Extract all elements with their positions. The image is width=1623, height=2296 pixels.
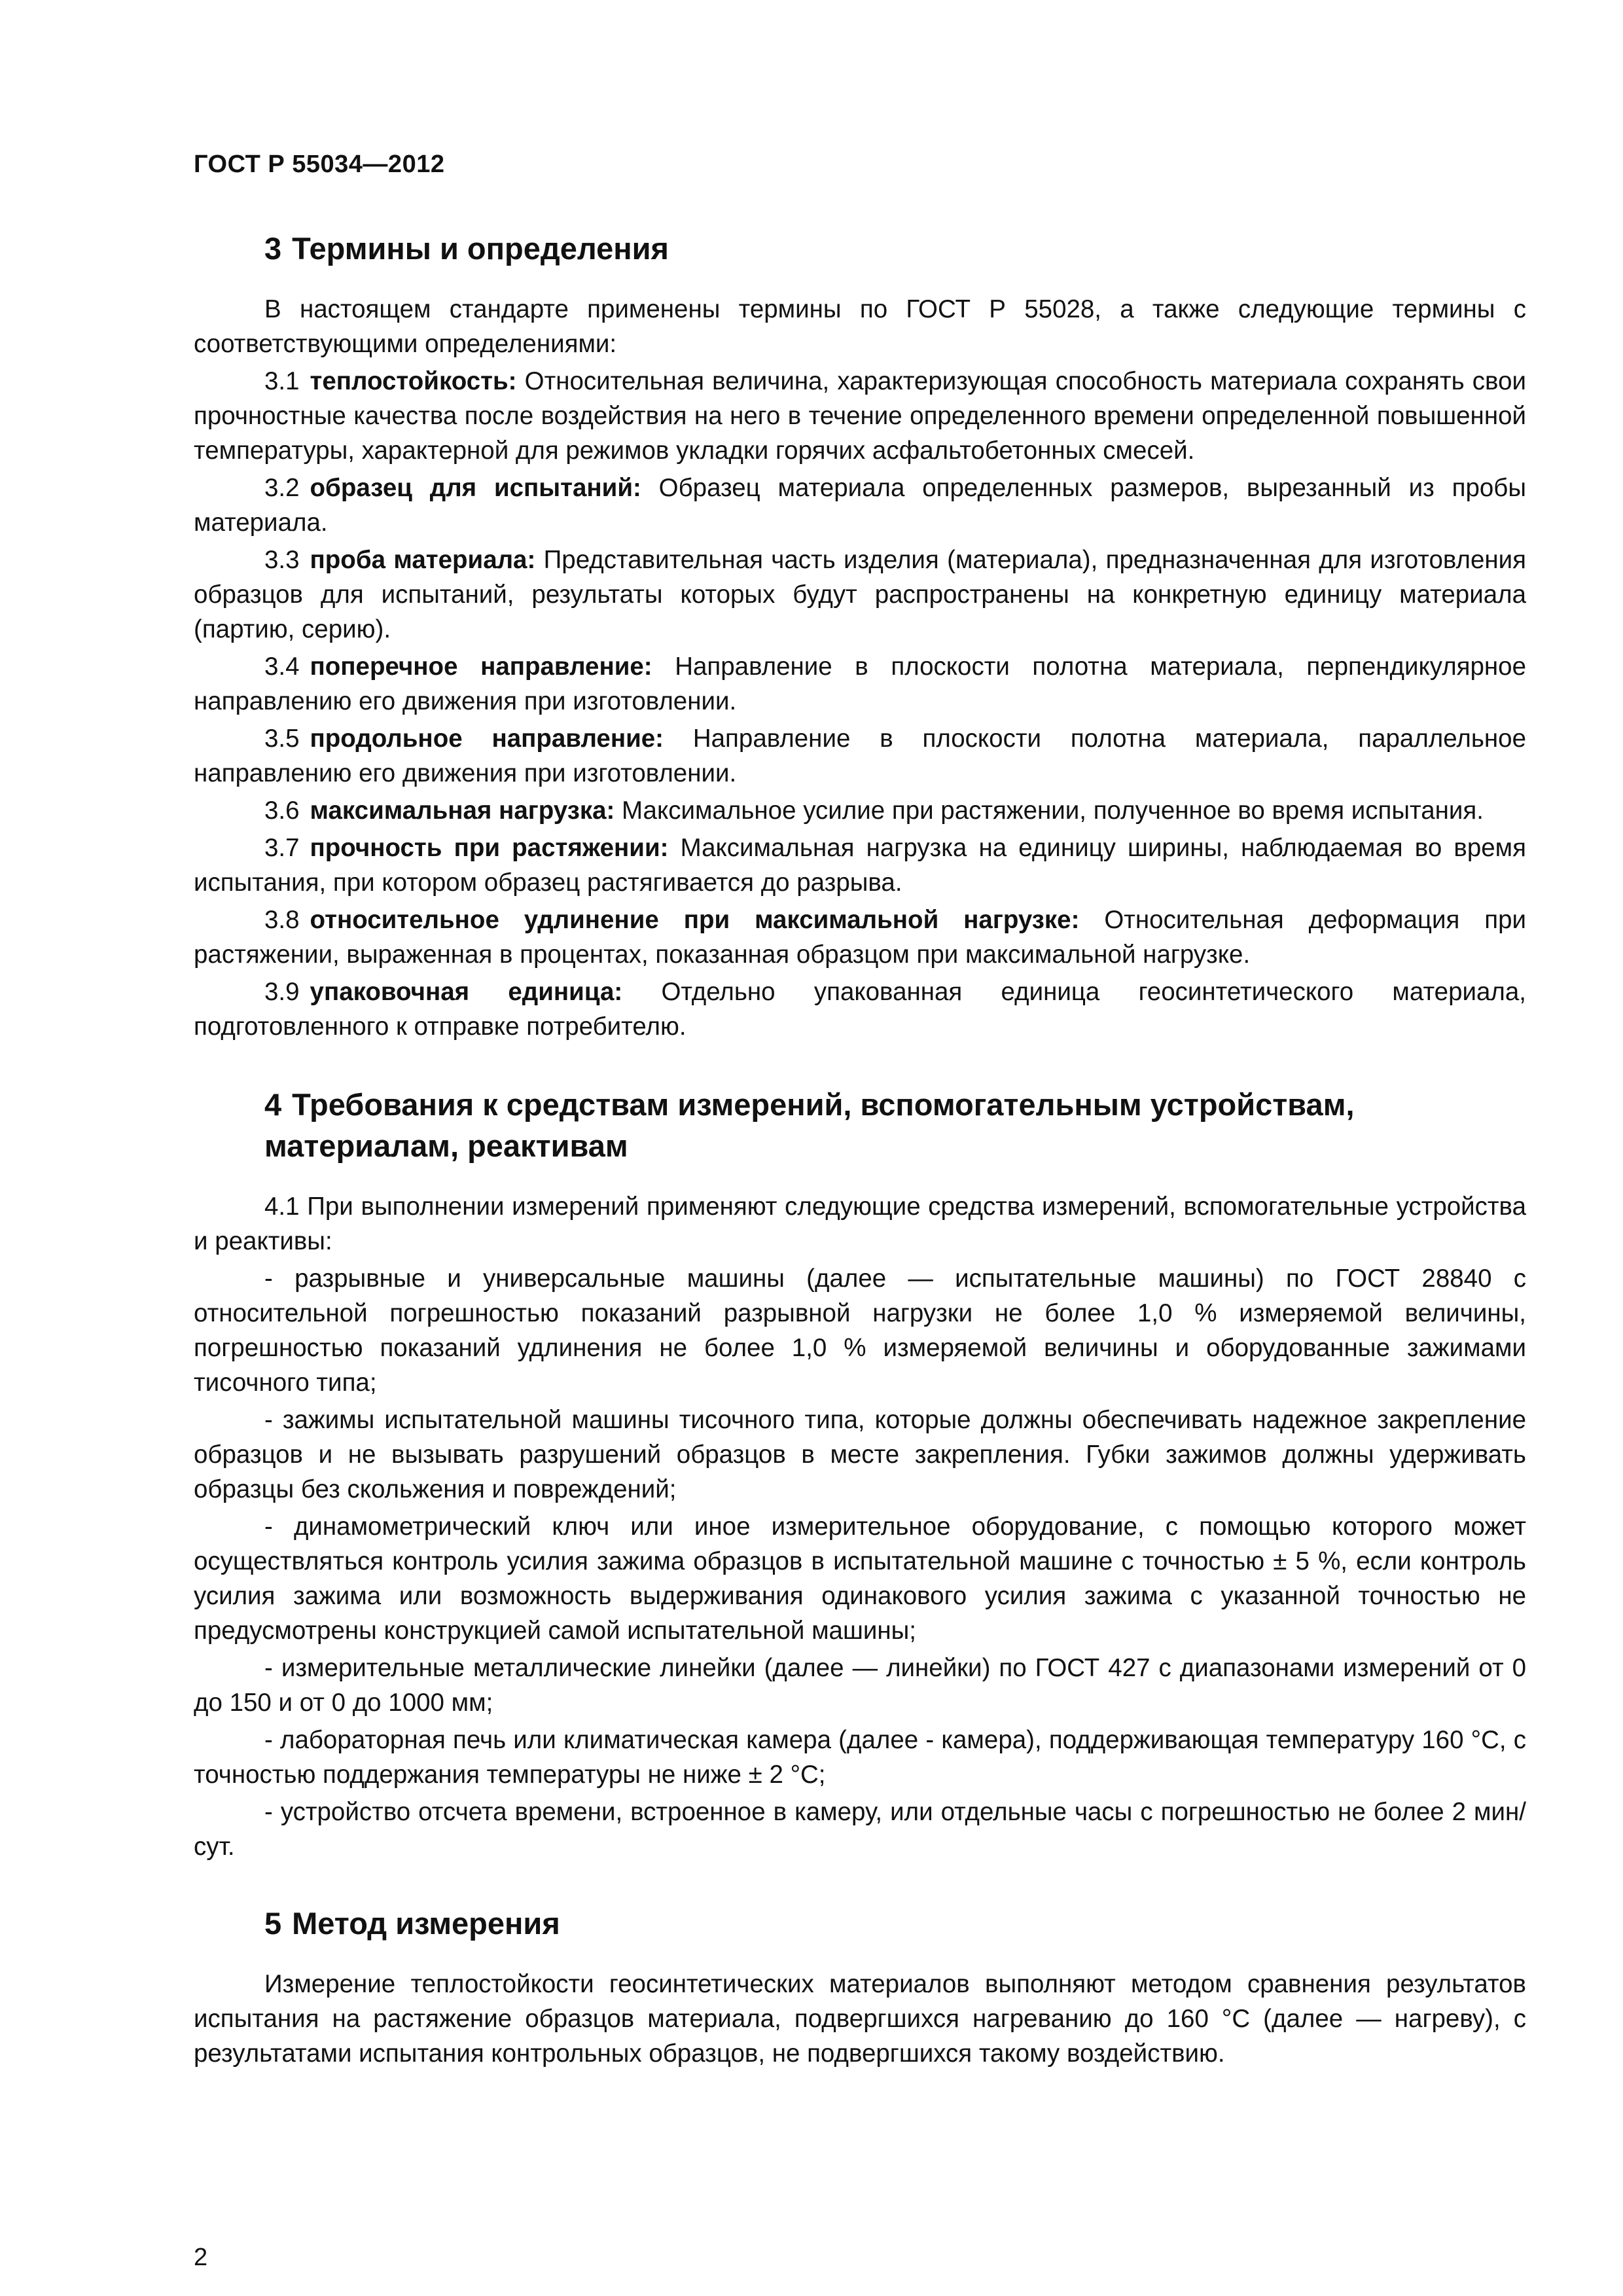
term-3-6 bbox=[194, 793, 1526, 828]
term-definition: Максимальное усилие при растяжении, полученное во время испытания. bbox=[615, 796, 1484, 825]
term-number: 3.1 bbox=[264, 367, 300, 395]
term-number: 3.2 bbox=[264, 473, 300, 502]
term-number: 3.6 bbox=[264, 796, 300, 825]
document-code: ГОСТ Р 55034—2012 bbox=[194, 151, 445, 178]
term-definition: Представительная часть изделия (материала), предназначенная для изготовления образцов для испытаний, результаты которых будут распространены на конкретную единицу материала (партию, серию). bbox=[194, 545, 1526, 643]
term-name: образец для испытаний: bbox=[310, 473, 641, 502]
term-definition: Направление в плоскости полотна материала, параллельное направлению его движения при изготовлении. bbox=[194, 724, 1527, 787]
term-3-4 bbox=[194, 649, 1526, 719]
term-name: проба материала: bbox=[310, 545, 536, 574]
section-title: Метод измерения bbox=[292, 1905, 560, 1941]
list-item: - измерительные металлические линейки (далее — линейки) по ГОСТ 427 с диапазонами измерений от 0 до 150 и от 0 до 1000 мм; bbox=[194, 1653, 1526, 1717]
page-number: 2 bbox=[194, 2244, 208, 2271]
term-3-5 bbox=[194, 721, 1526, 791]
list-item: - динамометрический ключ или иное измерительное оборудование, с помощью которого может осуществляться контроль усилия зажима образцов в испытательной машине с точностью ± 5 %, если контроль усилия зажима или возможность выдерживания одинакового усилия зажима с указанной точностью не предусмотрены конструкцией самой испытательной машины; bbox=[194, 1512, 1526, 1645]
term-number: 3.8 bbox=[264, 905, 300, 934]
section-4-heading bbox=[264, 1085, 1526, 1167]
term-3-8 bbox=[194, 903, 1526, 972]
list-item: - зажимы испытательной машины тисочного типа, которые должны обеспечивать надежное закрепление образцов и не вызывать разрушений образцов в месте закрепления. Губки зажимов должны удерживать образцы без скольжения и повреждений; bbox=[194, 1405, 1526, 1503]
term-number: 3.7 bbox=[264, 833, 300, 862]
term-definition: Относительная величина, характеризующая способность материала сохранять свои прочностные качества после воздействия на него в течение определенного времени определенной повышенной температуры, характерной для режимов укладки горячих асфальтобетонных смесей. bbox=[194, 367, 1526, 465]
term-3-3 bbox=[194, 543, 1526, 647]
section-number: 3 bbox=[264, 231, 282, 266]
term-3-9 bbox=[194, 975, 1526, 1044]
term-definition: Направление в плоскости полотна материала, перпендикулярное направлению его движения при изготовлении. bbox=[194, 652, 1527, 715]
term-3-2 bbox=[194, 471, 1526, 540]
term-definition: Относительная деформация при растяжении, выраженная в процентах, показанная образцом при максимальной нагрузке. bbox=[194, 905, 1526, 969]
term-3-1 bbox=[194, 364, 1526, 468]
term-name: продольное направление: bbox=[310, 724, 664, 753]
term-3-7 bbox=[194, 831, 1526, 900]
term-name: максимальная нагрузка: bbox=[310, 796, 615, 825]
section-number: 5 bbox=[264, 1905, 282, 1941]
term-definition: Отдельно упакованная единица геосинтетического материала, подготовленного к отправке потребителю. bbox=[194, 977, 1526, 1041]
list-item: - разрывные и универсальные машины (далее — испытательные машины) по ГОСТ 28840 с относительной погрешностью показаний разрывной нагрузки не более 1,0 % измеряемой величины, погрешностью показаний удлинения не более 1,0 % измеряемой величины и оборудованные зажимами тисочного типа; bbox=[194, 1264, 1526, 1397]
document-page bbox=[194, 151, 1527, 2271]
term-number: 3.3 bbox=[264, 545, 300, 574]
term-name: упаковочная единица: bbox=[310, 977, 623, 1006]
section-title: Термины и определения bbox=[292, 231, 669, 266]
section-5-text: Измерение теплостойкости геосинтетических материалов выполняют методом сравнения результатов испытания на растяжение образцов материала, подвергшихся нагреванию до 160 °С (далее — нагреву), с результатами испытания контрольных образцов, не подвергшихся такому воздействию. bbox=[194, 1969, 1526, 2068]
term-number: 3.9 bbox=[264, 977, 300, 1006]
section-3-heading bbox=[264, 228, 1526, 270]
section-number: 4 bbox=[264, 1086, 282, 1122]
term-number: 3.4 bbox=[264, 652, 300, 681]
section-4-intro: 4.1 При выполнении измерений применяют следующие средства измерений, вспомогательные устройства и реактивы: bbox=[194, 1192, 1526, 1255]
term-definition: Образец материала определенных размеров, вырезанный из пробы материала. bbox=[194, 473, 1526, 537]
list-item: - лабораторная печь или климатическая камера (далее - камера), поддерживающая температуру 160 °С, с точностью поддержания температуры не ниже ± 2 °С; bbox=[194, 1725, 1526, 1789]
section-title: Требования к средствам измерений, вспомогательным устройствам, материалам, реактивам bbox=[264, 1086, 1355, 1163]
term-name: относительное удлинение при максимальной нагрузке: bbox=[310, 905, 1080, 934]
term-name: поперечное направление: bbox=[310, 652, 652, 681]
term-name: прочность при растяжении: bbox=[310, 833, 669, 862]
term-definition: Максимальная нагрузка на единицу ширины, наблюдаемая во время испытания, при котором образец растягивается до разрыва. bbox=[194, 833, 1526, 897]
section-5-heading bbox=[264, 1903, 1526, 1945]
term-name: теплостойкость: bbox=[310, 367, 517, 395]
section-3-intro: В настоящем стандарте применены термины по ГОСТ Р 55028, а также следующие термины с соответствующими определениями: bbox=[194, 295, 1526, 358]
term-number: 3.5 bbox=[264, 724, 300, 753]
list-item: - устройство отсчета времени, встроенное в камеру, или отдельные часы с погрешностью не более 2 мин/сут. bbox=[194, 1797, 1526, 1861]
